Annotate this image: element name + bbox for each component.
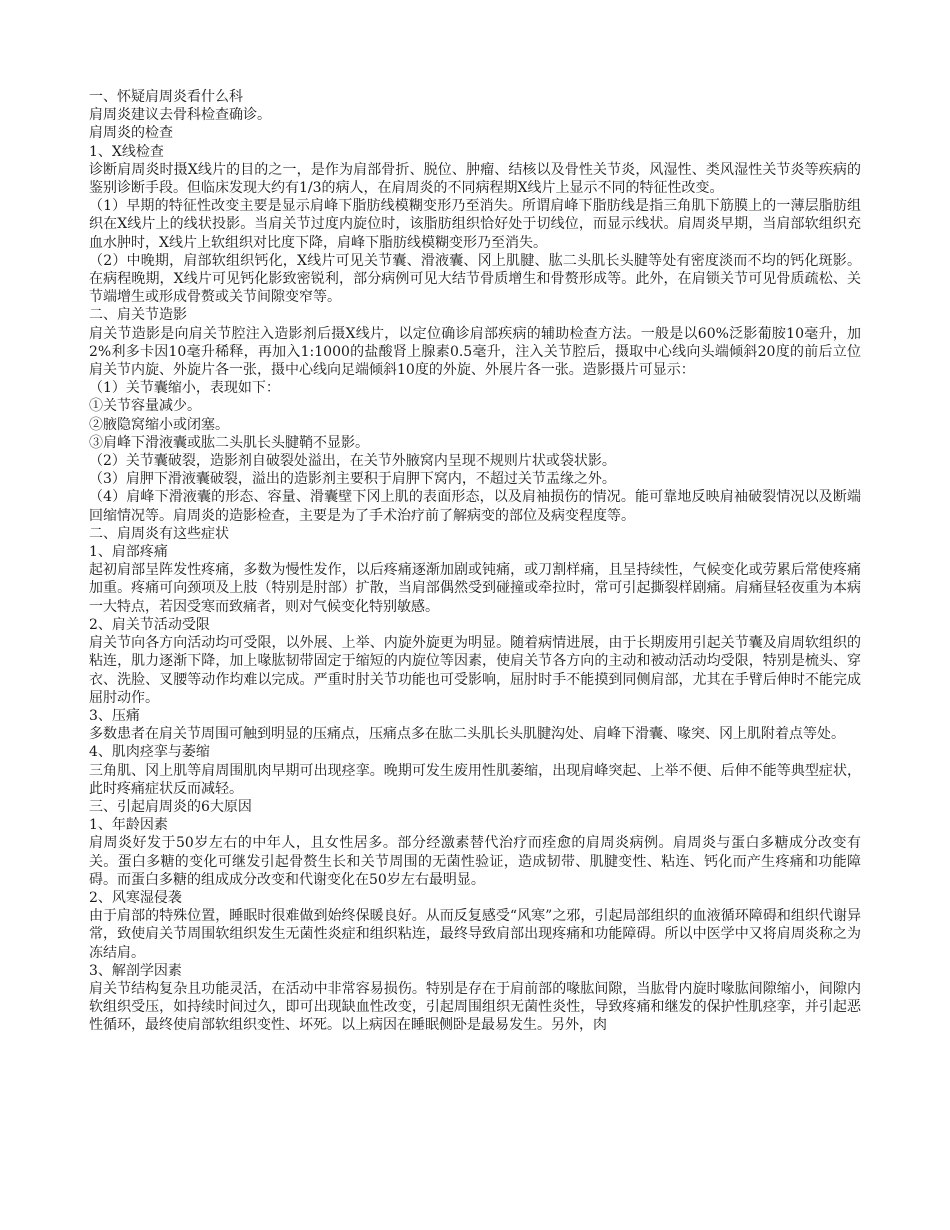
body-paragraph: 三角肌、冈上肌等肩周围肌肉早期可出现痉挛。晚期可发生废用性肌萎缩，出现肩峰突起、上举不便、后伸不能等典型症状，此时疼痛症状反而减轻。: [89, 762, 861, 797]
list-item: （3）肩胛下滑液囊破裂，溢出的造影剂主要积于肩胛下窝内，不超过关节盂缘之外。: [89, 471, 616, 488]
subheading-wind-cold: 2、风寒湿侵袭: [89, 889, 182, 906]
subheading-examination: 肩周炎的检查: [89, 125, 173, 142]
list-item: （2）关节囊破裂，造影剂自破裂处溢出，在关节外腋窝内呈现不规则片状或袋状影。: [89, 453, 616, 470]
body-paragraph: （2）中晚期，肩部软组织钙化，X线片可见关节囊、滑液囊、冈上肌腱、肱二头肌长头腱等处有密度淡而不均的钙化斑影。在病程晚期，X线片可见钙化影致密锐利，部分病例可见大结节骨质增生和骨赘形成等。此外，在肩锁关节可见骨质疏松、关节端增生或形成骨赘或关节间隙变窄等。: [89, 252, 861, 306]
body-paragraph: 肩周炎建议去骨科检查确诊。: [89, 107, 271, 124]
body-paragraph: 起初肩部呈阵发性疼痛，多数为慢性发作，以后疼痛逐渐加剧或钝痛，或刀割样痛，且呈持续性，气候变化或劳累后常使疼痛加重。疼痛可向颈项及上肢（特别是肘部）扩散，当肩部偶然受到碰撞或牵拉时，常可引起撕裂样剧痛。肩痛昼轻夜重为本病一大特点，若因受寒而致痛者，则对气候变化特别敏感。: [89, 562, 861, 615]
body-paragraph: 肩关节结构复杂且功能灵活，在活动中非常容易损伤。特别是存在于肩前部的喙肱间隙，当肱骨内旋时喙肱间隙缩小，间隙内软组织受压，如持续时间过久，即可出现缺血性改变，引起周围组织无菌性炎性，导致疼痛和继发的保护性肌痉挛，并引起恶性循环，最终使肩部软组织变性、坏死。以上病因在睡眠侧卧是最易发生。另外，肉: [89, 980, 861, 1034]
list-item: （1）关节囊缩小，表现如下：: [89, 380, 280, 397]
subheading-age: 1、年龄因素: [89, 817, 168, 834]
list-item: ②腋隐窝缩小或闭塞。: [89, 416, 229, 433]
subheading-anatomy: 3、解剖学因素: [89, 962, 182, 979]
body-paragraph: （1）早期的特征性改变主要是显示肩峰下脂肪线模糊变形乃至消失。所谓肩峰下脂肪线是指三角肌下筋膜上的一薄层脂肪组织在X线片上的线状投影。当肩关节过度内旋位时，该脂肪组织恰好处于切线位，而显示线状。肩周炎早期，当肩部软组织充血水肿时，X线片上软组织对比度下降，肩峰下脂肪线模糊变形乃至消失。: [89, 198, 861, 251]
body-paragraph: 肩周炎好发于50岁左右的中年人，且女性居多。部分经激素替代治疗而痊愈的肩周炎病例。肩周炎与蛋白多糖成分改变有关。蛋白多糖的变化可继发引起骨赘生长和关节周围的无菌性验证，造成韧带、肌腱变性、粘连、钙化而产生疼痛和功能障碍。而蛋白多糖的组成成分改变和代谢变化在50岁左右最明显。: [89, 835, 861, 888]
subheading-muscle-spasm: 4、肌肉痉挛与萎缩: [89, 744, 210, 761]
section-heading-department: 一、怀疑肩周炎看什么科: [89, 89, 243, 105]
subheading-xray: 1、X线检查: [89, 143, 164, 160]
section-heading-symptoms: 二、肩周炎有这些症状: [89, 525, 229, 542]
body-paragraph: 肩关节向各方向活动均可受限，以外展、上举、内旋外旋更为明显。随着病情进展，由于长期废用引起关节囊及肩周软组织的粘连，肌力逐渐下降，加上喙肱韧带固定于缩短的内旋位等因素，使肩关节各方向的主动和被动活动均受限，特别是梳头、穿衣、洗脸、叉腰等动作均难以完成。严重时肘关节功能也可受影响，屈肘时手不能摸到同侧肩部，尤其在手臂后伸时不能完成屈肘动作。: [89, 635, 861, 706]
body-paragraph: 多数患者在肩关节周围可触到明显的压痛点，压痛点多在肱二头肌长头肌腱沟处、肩峰下滑囊、喙突、冈上肌附着点等处。: [89, 726, 845, 743]
section-heading-arthrography: 二、肩关节造影: [89, 307, 187, 324]
body-paragraph: 肩关节造影是向肩关节腔注入造影剂后摄X线片，以定位确诊肩部疾病的辅助检查方法。一般是以60%泛影葡胺10毫升，加2%利多卡因10毫升稀释，再加入1:1000的盐酸肾上腺素0.5毫升，注入关节腔后，摄取中心线向头端倾斜20度的前后立位肩关节内旋、外旋片各一张，摄中心线向足端倾斜10度的外旋、外展片各一张。造影摄片可显示：: [89, 325, 861, 379]
subheading-shoulder-pain: 1、肩部疼痛: [89, 544, 168, 561]
list-item: ③肩峰下滑液囊或肱二头肌长头腱鞘不显影。: [89, 434, 369, 451]
subheading-tenderness: 3、压痛: [89, 707, 140, 724]
document-body: [89, 88, 861, 1035]
list-item: （4）肩峰下滑液囊的形态、容量、滑囊壁下冈上肌的表面形态，以及肩袖损伤的情况。能可靠地反映肩袖破裂情况以及断端回缩情况等。肩周炎的造影检查，主要是为了手术治疗前了解病变的部位及病变程度等。: [89, 489, 861, 524]
body-paragraph: 诊断肩周炎时摄X线片的目的之一，是作为肩部骨折、脱位、肿瘤、结核以及骨性关节炎，风湿性、类风湿性关节炎等疾病的鉴别诊断手段。但临床发现大约有1/3的病人，在肩周炎的不同病程期X线片上显示不同的特征性改变。: [89, 161, 861, 197]
section-heading-causes: 三、引起肩周炎的6大原因: [89, 798, 252, 815]
body-paragraph: 由于肩部的特殊位置，睡眠时很难做到始终保暖良好。从而反复感受“风寒”之邪，引起局部组织的血液循环障碍和组织代谢异常，致使肩关节周围软组织发生无菌性炎症和组织粘连，最终导致肩部出现疼痛和功能障碍。所以中医学中又将肩周炎称之为冻结肩。: [89, 908, 861, 961]
subheading-limited-motion: 2、肩关节活动受限: [89, 616, 210, 633]
list-item: ①关节容量减少。: [89, 398, 201, 415]
